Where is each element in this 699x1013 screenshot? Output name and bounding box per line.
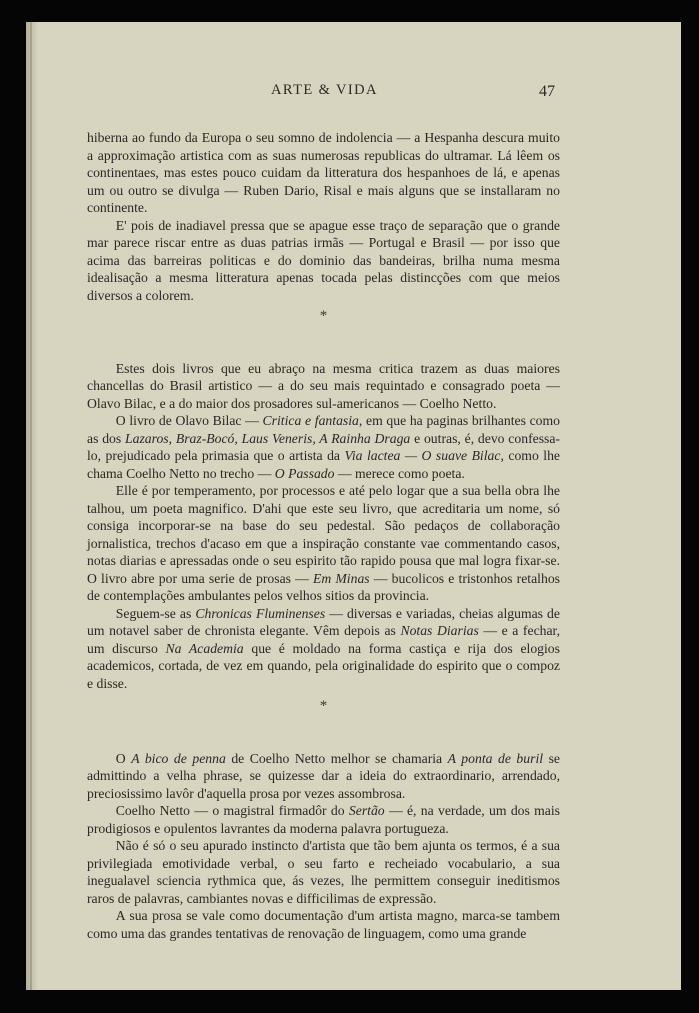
italic-title: Lazaros, Braz-Bocó, Laus Veneris, A Rainha Draga	[125, 430, 411, 446]
page-number: 47	[539, 83, 555, 100]
text-run: Coelho Netto — o magistral firmadôr do	[115, 803, 349, 818]
text-run: — bucolicos e tristonhos retalhos de contemplações ambulantes pelos velhos sitios da provincia.	[87, 570, 561, 603]
running-head	[26, 82, 681, 102]
paragraph	[87, 482, 560, 605]
italic-title: Notas Diarias	[400, 623, 479, 638]
body-text	[87, 129, 560, 942]
text-run: como lhe chama Coelho Netto no trecho —	[87, 448, 560, 481]
italic-title: A bico de penna	[131, 750, 226, 766]
text-run: — e a fechar, um discurso	[87, 623, 560, 656]
paragraph: E' pois de inadiavel pressa que se apague esse traço de separação que o grande mar parece riscar entre as duas patrias irmãs — Portugal e Brasil — por isso que acima das barreiras politicas e do dominio das bandeiras, brilha numa mesma idealisação a mesma litteratura apenas tocada pelas distincções com que meios diversos a colorem.	[87, 217, 560, 303]
italic-title: Na Academia	[165, 640, 244, 656]
paragraph: Não é só o seu apurado instincto d'artista que tão bem ajunta os termos, é a sua privilegiada emotividade verbal, o seu farto e recheiado vocabulario, a sua inegualavel sciencia rythmica que, ás vezes, lhe permittem conseguir ineditismos raros de palavras, cambiantes novas e difficilimas de expressão.	[87, 838, 560, 906]
italic-title: Sertão	[348, 803, 385, 818]
section-separator: *	[319, 698, 328, 714]
text-run: que é moldado na forma castiça e rija dos elogios academicos, cortada, de vez em quando, pela originalidade do espirito que o compoz e disse.	[87, 640, 560, 691]
italic-title: Critica e fantasia	[262, 413, 359, 428]
paragraph: Estes dois livros que eu abraço na mesma critica trazem as duas maiores chancellas do Brasil artistico — a do seu mais requintado e consagrado poeta — Olavo Bilac, e a do maior dos prosadores sul-americanos — Coelho Netto.	[87, 360, 560, 411]
paragraph: A sua prosa se vale como documentação d'um artista magno, marca-se tambem como uma das grandes tentativas de renovação de linguagem, como uma grande	[87, 908, 560, 941]
paragraph	[87, 802, 560, 837]
page-gutter	[26, 22, 38, 990]
italic-title: O Passado	[274, 465, 335, 481]
text-run: O	[115, 750, 132, 766]
paragraph	[87, 412, 560, 482]
text-run: de Coelho Netto melhor se chamaria	[225, 750, 448, 766]
italic-title: Via lactea — O suave Bilac,	[344, 448, 504, 463]
text-run: — é, na verdade, um dos mais prodigiosos e opulentos lavrantes da moderna palavra portugueza.	[87, 803, 560, 836]
text-run: O livro de Olavo Bilac —	[115, 413, 263, 428]
paragraph	[87, 750, 560, 803]
text-run: , em que ha paginas brilhantes como as dos	[87, 413, 561, 446]
book-page	[26, 22, 681, 990]
section-separator: *	[319, 308, 328, 324]
text-run: se admittindo a velha phrase, se quizesse dar a ideia do extraordinario, arrendado, preciosissimo lavôr d'aquella prosa por vezes assombrosa.	[87, 750, 560, 801]
italic-title: Chronicas Fluminenses	[195, 605, 326, 621]
text-run: Elle é por temperamento, por processos e até pelo logar que a sua bella obra lhe talhou, um poeta magnifico. D'ahi que este seu livro, que acreditaria um nome, só consiga incorporar-se na base do seu pedestal. São pedaços de collaboração jornalistica, trechos d'acaso em que a inspiração constante vae commentando casos, notas diarias e apressadas onde o seu espirito tão rapido pousa que mal logra fixar-se. O livro abre por uma serie de prosas —	[87, 483, 560, 586]
text-run: — merece como poeta.	[334, 465, 465, 481]
text-run: — diversas e variadas, cheias algumas de um notavel saber de chronista elegante. Vêm depois as	[87, 605, 560, 638]
text-run: Seguem-se as	[115, 605, 196, 621]
italic-title: A ponta de buril	[447, 750, 544, 766]
paragraph: hiberna ao fundo da Europa o seu somno de indolencia — a Hespanha descura muito a approximação artistica com as suas numerosas republicas do ultramar. Lá lêem os continentaes, mas estes pouco cuidam da litteratura dos hespanhoes de lá, e apenas um ou outro se divulga — Ruben Dario, Risal e mais alguns que se installaram no continente.	[87, 130, 560, 215]
running-head-title: ARTE & VIDA	[271, 82, 378, 98]
italic-title: Em Minas	[313, 570, 370, 586]
paragraph	[87, 605, 560, 693]
text-run: e outras, é, devo confessa-lo, prejudicado pela primasia que o artista da	[87, 430, 560, 463]
